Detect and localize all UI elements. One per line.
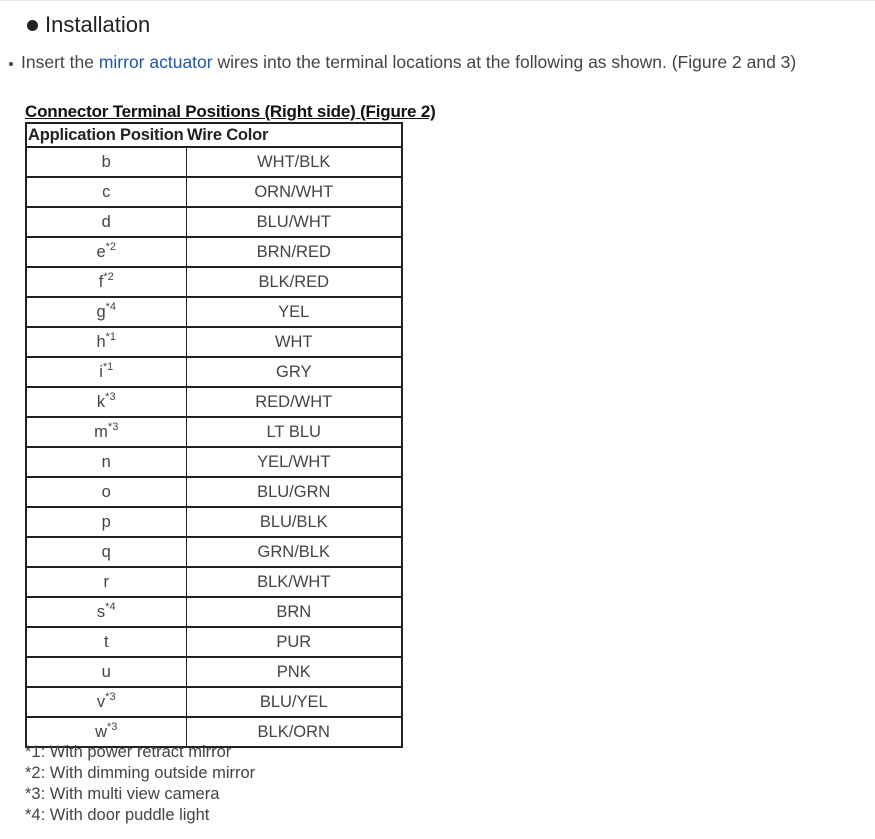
table-row [26, 357, 402, 387]
table-header-row [26, 123, 402, 147]
position-letter: f [98, 272, 104, 291]
bullet-icon [27, 20, 38, 31]
position-letter: p [101, 512, 111, 531]
position-letter: n [101, 452, 111, 471]
table-row [26, 567, 402, 597]
wire-color-cell: PNK [186, 657, 402, 687]
footnote-line: *4: With door puddle light [25, 806, 210, 824]
intro-text-after: wires into the terminal locations at the following as shown. (Figure 2 and 3) [212, 52, 797, 72]
footnote-marker: *1 [105, 330, 117, 343]
table-row [26, 327, 402, 357]
position-letter: t [103, 632, 109, 651]
table-row [26, 627, 402, 657]
table-row [26, 597, 402, 627]
footnote-line: *1: With power retract mirror [25, 743, 232, 761]
position-letter: h [96, 332, 106, 351]
table-body [26, 147, 402, 747]
wire-color-cell: GRY [186, 357, 402, 387]
position-letter: k [96, 392, 106, 411]
top-divider [0, 0, 875, 1]
wire-color-cell: LT BLU [186, 417, 402, 447]
table-row [26, 507, 402, 537]
footnote-line: *3: With multi view camera [25, 785, 220, 803]
footnote-marker: *4 [105, 600, 116, 613]
application-position-cell [26, 477, 186, 507]
position-letter: i [99, 362, 103, 381]
footnote-marker: *3 [107, 420, 119, 433]
application-position-cell [26, 417, 186, 447]
section-heading [27, 12, 150, 38]
application-position-cell [26, 207, 186, 237]
wire-color-cell: YEL/WHT [186, 447, 402, 477]
table-row [26, 207, 402, 237]
small-bullet-icon [9, 62, 13, 66]
table-row [26, 147, 402, 177]
position-letter: o [101, 482, 111, 501]
application-position-cell [26, 627, 186, 657]
application-position-cell [26, 237, 186, 267]
wire-color-cell: BRN [186, 597, 402, 627]
application-position-cell [26, 267, 186, 297]
application-position-cell [26, 567, 186, 597]
wire-color-cell: WHT [186, 327, 402, 357]
section-heading-text: Installation [45, 12, 151, 37]
column-header-application-position: Application Position [26, 123, 186, 147]
connector-terminal-table [25, 122, 403, 748]
position-letter: w [95, 722, 107, 741]
position-letter: s [96, 602, 106, 621]
position-letter: d [101, 212, 111, 231]
footnote-line: *2: With dimming outside mirror [25, 764, 256, 782]
table-row [26, 477, 402, 507]
intro-text-before: Insert the [21, 52, 99, 72]
footnote-marker: *2 [105, 240, 117, 253]
table-row [26, 237, 402, 267]
application-position-cell [26, 177, 186, 207]
table-row [26, 177, 402, 207]
position-letter: b [101, 152, 111, 171]
position-letter: q [101, 542, 111, 561]
table-row [26, 537, 402, 567]
wire-color-cell: WHT/BLK [186, 147, 402, 177]
application-position-cell [26, 327, 186, 357]
position-letter: v [96, 692, 106, 711]
position-letter: m [94, 422, 108, 441]
column-header-wire-color: Wire Color [186, 123, 402, 147]
table-row [26, 417, 402, 447]
wire-color-cell: BLU/YEL [186, 687, 402, 717]
position-letter: g [96, 302, 106, 321]
table-row [26, 387, 402, 417]
wire-color-cell: BLK/WHT [186, 567, 402, 597]
application-position-cell [26, 597, 186, 627]
application-position-cell [26, 387, 186, 417]
application-position-cell [26, 657, 186, 687]
intro-paragraph [9, 52, 796, 73]
wire-color-cell: BLK/ORN [186, 717, 402, 747]
footnote-marker: *2 [103, 270, 114, 283]
footnote-marker: *1 [102, 360, 114, 373]
wire-color-cell: GRN/BLK [186, 537, 402, 567]
table-row [26, 267, 402, 297]
wire-color-cell: PUR [186, 627, 402, 657]
footnote-marker: *3 [105, 690, 116, 703]
table-row [26, 297, 402, 327]
footnotes [25, 742, 255, 826]
application-position-cell [26, 147, 186, 177]
wire-color-cell: BRN/RED [186, 237, 402, 267]
wire-color-cell: BLU/BLK [186, 507, 402, 537]
mirror-actuator-link[interactable]: mirror actuator [98, 52, 213, 72]
application-position-cell [26, 297, 186, 327]
table-row [26, 447, 402, 477]
position-letter: e [96, 242, 106, 261]
application-position-cell [26, 447, 186, 477]
table-caption: Connector Terminal Positions (Right side) (Figure 2) [25, 102, 436, 121]
application-position-cell [26, 537, 186, 567]
application-position-cell [26, 507, 186, 537]
position-letter: u [101, 662, 111, 681]
wire-color-cell: RED/WHT [186, 387, 402, 417]
table-row [26, 657, 402, 687]
wire-color-cell: BLU/GRN [186, 477, 402, 507]
position-letter: r [103, 572, 109, 591]
position-letter: c [102, 182, 111, 201]
application-position-cell [26, 687, 186, 717]
wire-color-cell: ORN/WHT [186, 177, 402, 207]
footnote-marker: *3 [105, 390, 116, 403]
wire-color-cell: YEL [186, 297, 402, 327]
application-position-cell [26, 357, 186, 387]
footnote-marker: *3 [107, 720, 118, 733]
table-row [26, 687, 402, 717]
wire-color-cell: BLU/WHT [186, 207, 402, 237]
footnote-marker: *4 [105, 300, 117, 313]
wire-color-cell: BLK/RED [186, 267, 402, 297]
